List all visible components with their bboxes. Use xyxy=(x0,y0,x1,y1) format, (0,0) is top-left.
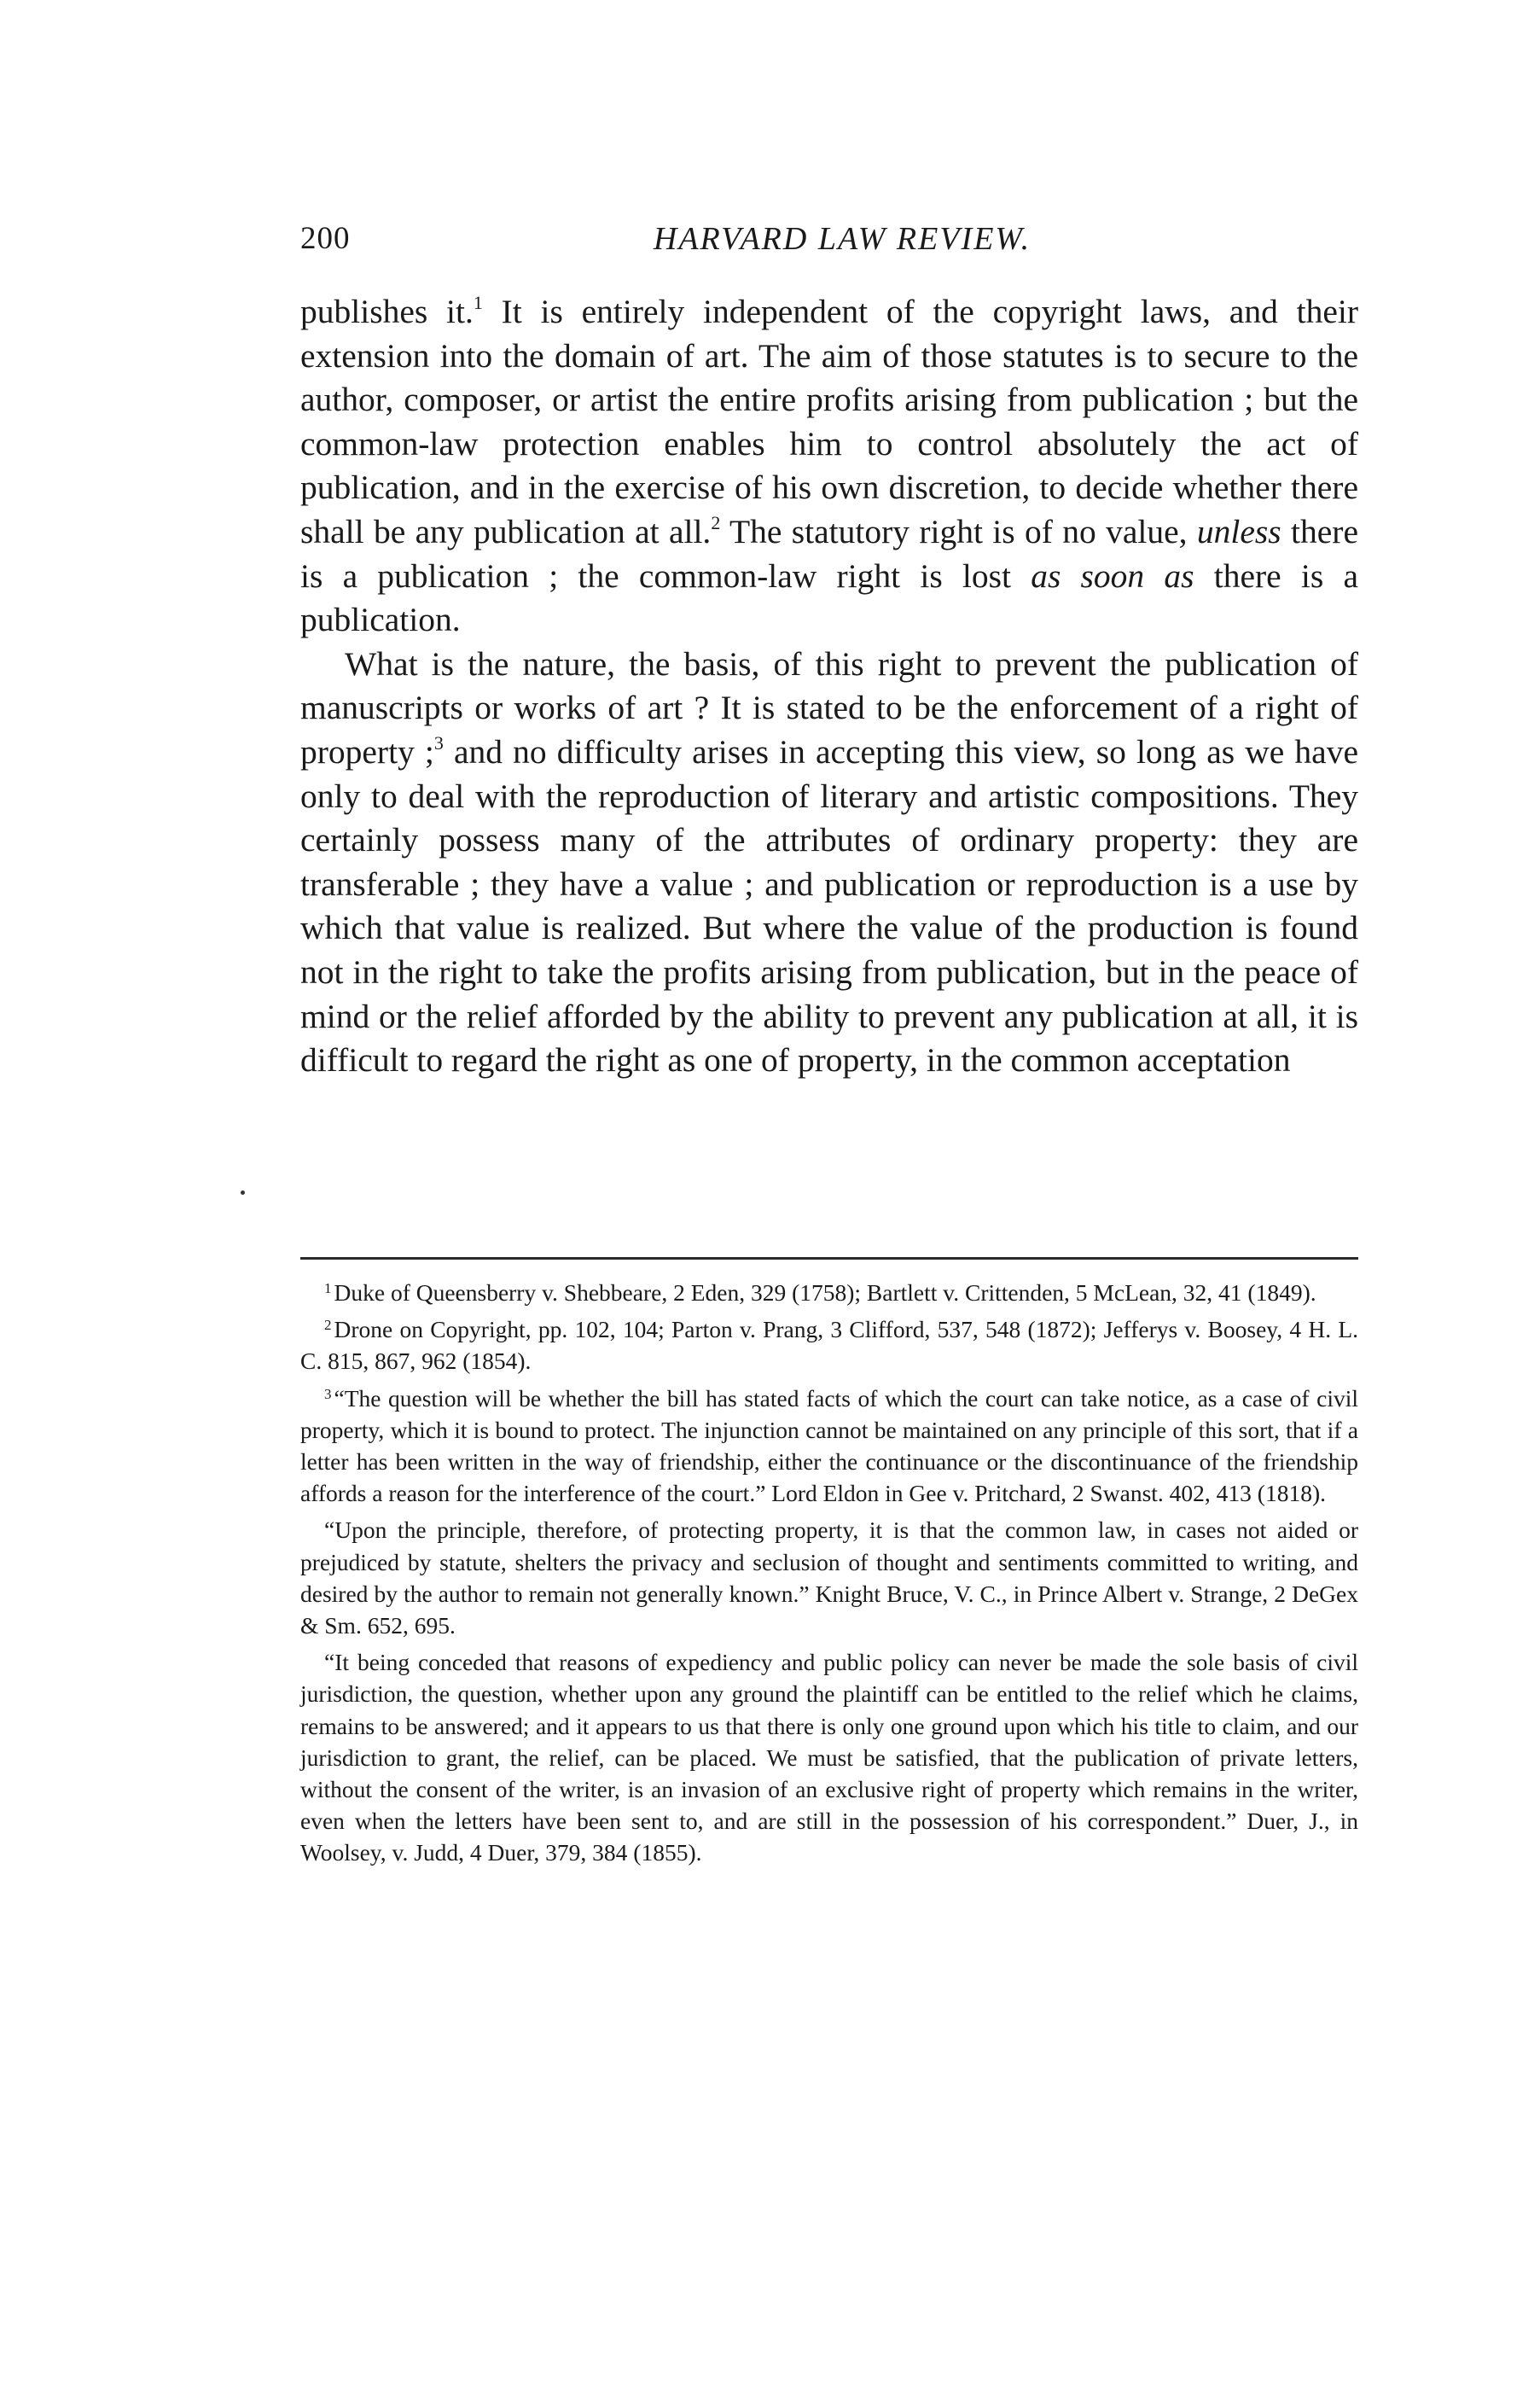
footnote-mark: 2 xyxy=(324,1317,332,1334)
footnote-2 xyxy=(300,1313,1358,1377)
running-title: HARVARD LAW REVIEW. xyxy=(653,221,1032,257)
footnote-text: Drone on Copyright, pp. 102, 104; Parton v. Prang, 3 Clifford, 537, 548 (1872); Jefferys v. Boosey, 4 H. L. C. 815, 867, 962 (1854). xyxy=(300,1316,1358,1375)
paragraph-1 xyxy=(300,290,1358,643)
footnote-mark: 3 xyxy=(324,1385,332,1402)
footnote-text: “The question will be whether the bill has stated facts of which the court can take notice, as a case of civil property, which it is bound to protect. The injunction cannot be maintained on any principle of this sort, that if a letter has been written in the way of friendship, either the continuance or the discontinuance of the friendship affords a reason for the interference of the court.” Lord Eldon in Gee v. Pritchard, 2 Swanst. 402, 413 (1818). xyxy=(300,1384,1358,1507)
page-header xyxy=(300,220,1358,263)
main-text xyxy=(300,290,1358,1083)
margin-mark xyxy=(241,1191,245,1195)
paragraph-2 xyxy=(300,643,1358,1083)
footnote-text: Duke of Queensberry v. Shebbeare, 2 Eden, 329 (1758); Bartlett v. Crittenden, 5 McLean, 32, 41 (1849). xyxy=(334,1279,1316,1306)
text-run: there is a publication. xyxy=(300,556,1359,639)
page-number: 200 xyxy=(300,221,351,256)
text-run: and no difficulty arises in accepting this view, so long as we have only to deal with the reproduction of literary and artistic compositions. They certainly possess many of the attributes of ordinary property: they are transferable ; they have a value ; and publication or reproduction is a use by which that value is realized. But where the value of the production is found not in the right to take the profits arising from publication, but in the peace of mind or the relief afforded by the ability to prevent any publication at all, it is difficult to regard the right as one of property, in the common acceptation xyxy=(300,732,1358,1080)
footnote-3-continued xyxy=(300,1646,1358,1868)
italic-as-soon-as: as soon as xyxy=(1031,556,1194,595)
footnote-mark: 1 xyxy=(324,1280,332,1296)
footnote-ref-1: 1 xyxy=(473,292,483,313)
footnote-ref-2: 2 xyxy=(711,511,721,533)
footnote-divider xyxy=(300,1257,1358,1260)
footnotes xyxy=(300,1277,1358,1874)
footnote-1 xyxy=(300,1277,1358,1308)
footnote-text: “Upon the principle, therefore, of protecting property, it is that the common law, in cases not aided or prejudiced by statute, shelters the privacy and seclusion of thought and sentiments committed to writing, and desired by the author to remain not generally known.” Knight Bruce, V. C., in Prince Albert v. Strange, 2 DeGex & Sm. 652, 695. xyxy=(300,1517,1358,1639)
footnote-ref-3: 3 xyxy=(433,731,444,754)
text-run: The statutory right is of no value, xyxy=(720,512,1197,550)
footnote-3 xyxy=(300,1383,1358,1510)
text-run: there is a publication ; the common-law right is lost xyxy=(300,512,1358,595)
footnote-3-continued xyxy=(300,1514,1358,1641)
text-run: What is the nature, the basis, of this right to prevent the publication of manuscripts or works of art ? It is stated to be the enforcement of a right of property ; xyxy=(300,644,1358,771)
footnote-text: “It being conceded that reasons of expediency and public policy can never be made the sole basis of civil jurisdiction, the question, whether upon any ground the plaintiff can be entitled to the relief which he claims, remains to be answered; and it appears to us that there is only one ground upon which his title to claim, and our jurisdiction to grant, the relief, can be placed. We must be satisfied, that the publication of private letters, without the consent of the writer, is an invasion of an exclusive right of property which remains in the writer, even when the letters have been sent to, and are still in the possession of his correspondent.” Duer, J., in Woolsey, v. Judd, 4 Duer, 379, 384 (1855). xyxy=(300,1649,1358,1866)
text-run: publishes it. xyxy=(300,293,474,330)
italic-unless: unless xyxy=(1196,512,1281,550)
text-run: It is entirely independent of the copyright laws, and their extension into the domain of art. The aim of those statutes is to secure to the author, composer, or artist the entire profits arising from publication ; but the common-law protection enables him to control absolutely the act of publication, and in the exercise of his own discretion, to decide whether there shall be any publication at all. xyxy=(300,293,1358,550)
